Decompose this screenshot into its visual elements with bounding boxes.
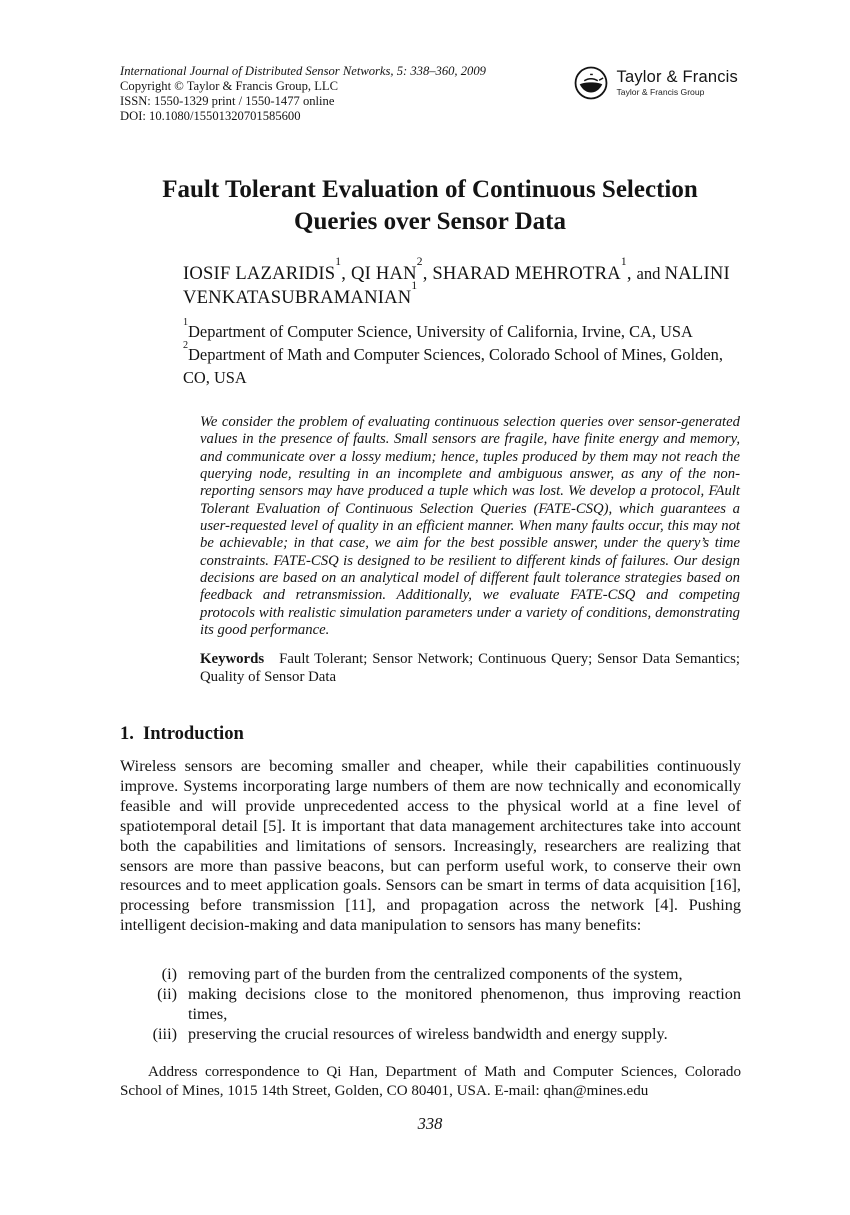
keywords-text: Fault Tolerant; Sensor Network; Continuous Query; Sensor Data Semantics; Quality of Sensor Data — [200, 651, 740, 685]
journal-info — [120, 64, 486, 124]
author-name: IOSIF LAZARIDIS — [183, 263, 336, 284]
list-item-text: removing part of the burden from the centralized components of the system, — [188, 965, 683, 983]
list-marker: (iii) — [152, 1025, 177, 1043]
benefits-list — [120, 964, 741, 1044]
list-item-text: preserving the crucial resources of wireless bandwidth and energy supply. — [188, 1025, 668, 1043]
author-name: SHARAD MEHROTRA — [432, 263, 621, 284]
logo-subtitle: Taylor & Francis Group — [616, 87, 705, 98]
list-item-text: making decisions close to the monitored phenomenon, thus improving reaction times, — [188, 985, 741, 1023]
affiliation-line: $^1$Department of Computer Science, University of California, Irvine, CA, USA — [183, 316, 693, 341]
list-marker: (i) — [161, 965, 177, 983]
list-item — [120, 1024, 741, 1044]
keywords-block — [200, 651, 740, 686]
doi-line: DOI: 10.1080/15501320701585600 — [120, 108, 301, 123]
taylor-francis-logo-icon — [573, 65, 609, 101]
list-item — [120, 984, 741, 1024]
section-title: Introduction — [142, 723, 244, 744]
page-number: 338 — [417, 1114, 443, 1133]
author-line: IOSIF LAZARIDIS$^1$, QI HAN$^2$, SHARAD MEHROTRA$^1$, and NALINI VENKATASUBRAMANIAN$^1$ — [183, 256, 730, 308]
affiliation-ref: 1 — [620, 256, 627, 269]
intro-paragraph: Wireless sensors are becoming smaller and cheaper, while their capabilities continuously improve. Systems incorporating large numbers of them are now technically and economically feasible and will provide unprecedented access to the physical world at a fine level of spatiotemporal detail [5]. It is important that data management architectures take into account both the capabilities and limitations of sensors. Increasingly, researchers are realizing that sensors are more than passive beacons, but can perform useful work, to conserve their own resources and to meet application goals. Sensors can be smart in terms of data acquisition [16], processing before transmission [11], and propagation across the network [4]. Pushing intelligent decision-making and data manipulation to sensors has many benefits: — [120, 757, 741, 935]
authors-conjunction: and — [636, 264, 665, 283]
affiliation-ref: 1 — [335, 256, 342, 269]
affiliation-ref: 2 — [416, 256, 423, 269]
copyright-line: Copyright © Taylor & Francis Group, LLC — [120, 78, 338, 93]
issn-line: ISSN: 1550-1329 print / 1550-1477 online — [120, 93, 335, 108]
section-number: 1. — [120, 723, 134, 744]
affiliation-list — [183, 316, 740, 390]
affiliation-ref: 1 — [183, 316, 189, 328]
correspondence-note: Address correspondence to Qi Han, Department of Math and Computer Sciences, Colorado School of Mines, 1015 14th Street, Golden, CO 80401, USA. E-mail: qhan@mines.edu — [120, 1064, 741, 1100]
list-item — [120, 964, 741, 984]
affiliation-ref: 2 — [183, 339, 189, 351]
affiliation-line: $^2$Department of Math and Computer Sciences, Colorado School of Mines, Golden, CO, USA — [183, 339, 723, 387]
affiliation-ref: 1 — [411, 280, 418, 293]
keywords-label: Keywords — [200, 651, 265, 667]
paper-title: Fault Tolerant Evaluation of Continuous Selection Queries over Sensor Data — [162, 176, 698, 235]
author-name: NALINI VENKATASUBRAMANIAN — [183, 263, 730, 308]
section-heading — [120, 723, 740, 745]
abstract-text: We consider the problem of evaluating continuous selection queries over sensor-generated values in the presence of faults. Small sensors are fragile, have finite energy and memory, and communicate over a lossy medium; hence, tuples produced by them may not reach the querying node, resulting in an incomplete and ambiguous answer, as any of the non-reporting sensors may have produced a tuple which was lost. We develop a protocol, FAult Tolerant Evaluation of Continuous Selection Queries (FATE-CSQ), which guarantees a user-requested level of quality in an efficient manner. When many faults occur, this may not be achievable; in that case, we aim for the best possible answer, under the query’s time constraints. FATE-CSQ is designed to be resilient to different kinds of failures. Our design decisions are based on an analytical model of different fault tolerance strategies based on feedback and retransmission. Additionally, we evaluate FATE-CSQ and competing protocols with realistic simulation parameters under a variety of conditions, demonstrating its good performance. — [200, 414, 740, 639]
list-marker: (ii) — [157, 985, 177, 1003]
journal-line: International Journal of Distributed Sensor Networks, 5: 338–360, 2009 — [120, 64, 486, 78]
logo-name: Taylor & Francis — [616, 67, 738, 86]
author-name: QI HAN — [350, 263, 417, 284]
masthead — [120, 64, 738, 124]
taylor-francis-logo — [573, 65, 738, 101]
logo-text — [617, 69, 738, 97]
